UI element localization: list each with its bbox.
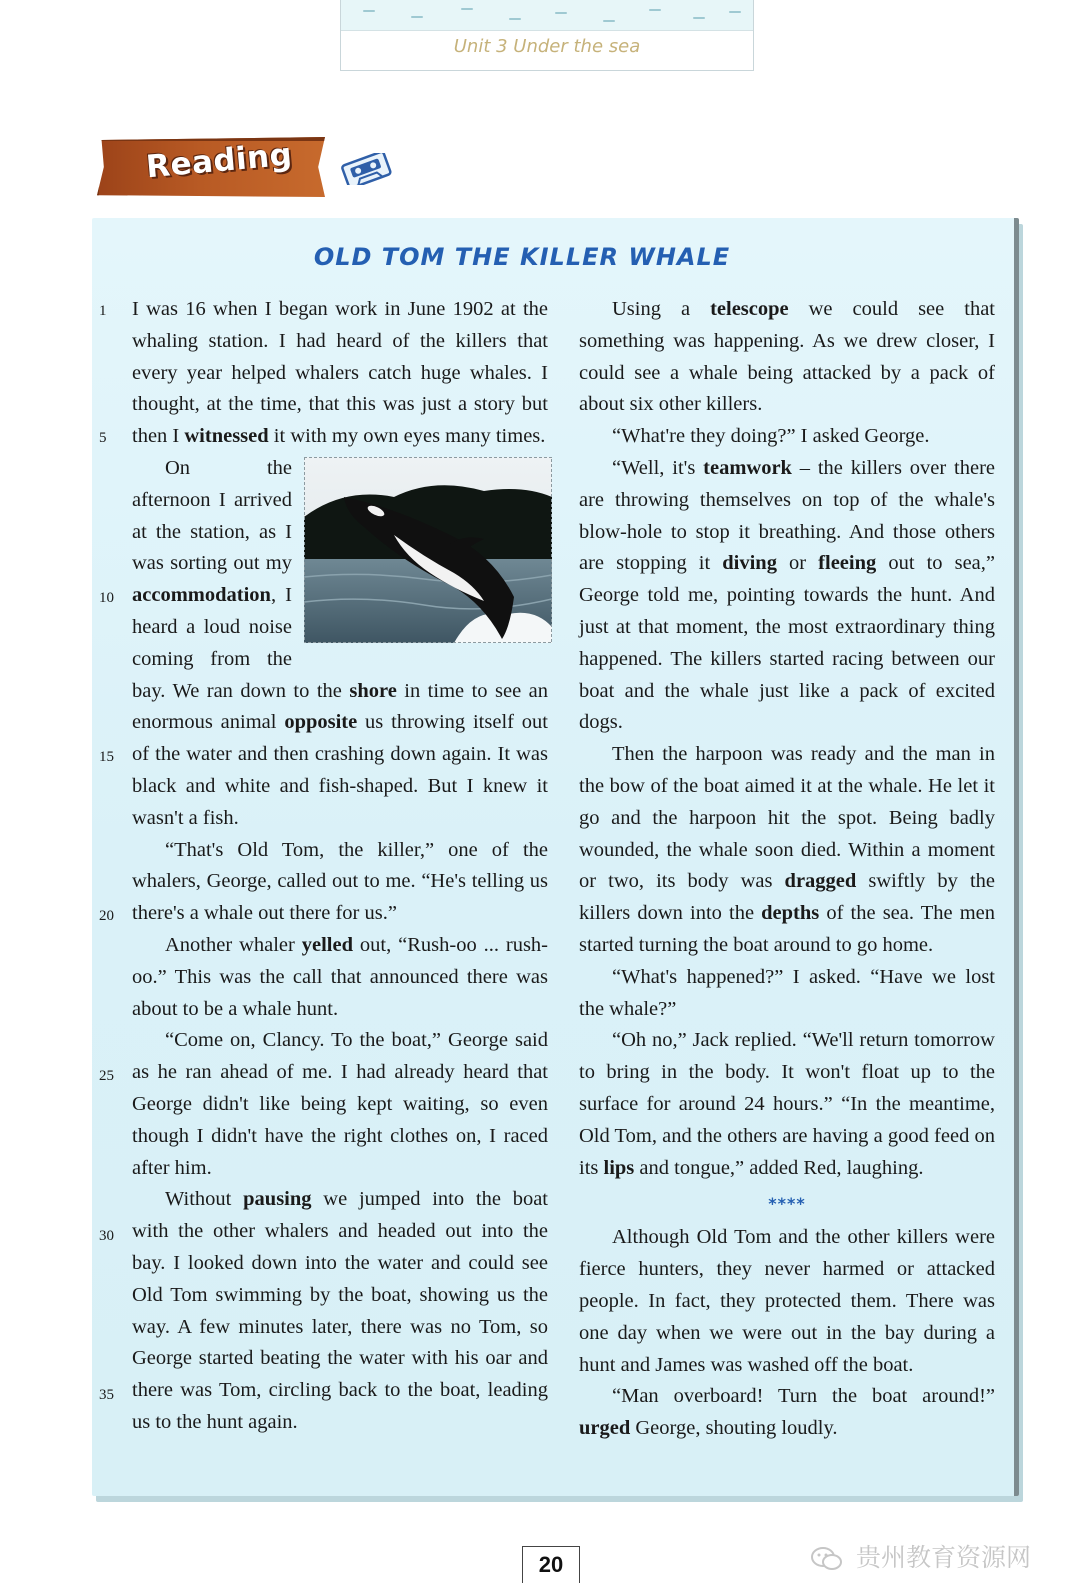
story-paragraph: “What're they doing?” I asked George.	[612, 425, 930, 448]
story-paragraph: Although Old Tom and the other killers were fierce hunters, they never harmed or attacked people. In fact, they protected them. There was one day when we were out in the bay during a hunt and James was washed off the boat.	[579, 1226, 995, 1376]
line-number: 25	[99, 1068, 114, 1084]
story-paragraph: Using a telescope we could see that something was happening. As we drew closer, I could see a whale being attacked by a pack of about six other killers.	[579, 298, 995, 416]
section-divider: ****	[768, 1194, 806, 1214]
unit-title: Unit 3 Under the sea	[453, 36, 641, 57]
section-label: Reading	[144, 136, 294, 186]
story-paragraph: Then the harpoon was ready and the man in the bow of the boat aimed it at the whale. He let it go and the harpoon hit the spot. Being badly wounded, the whale soon died. Within a moment or two, its body was dragged swiftly by the killers down into the depths of the sea. The men started turning the boat around to go home.	[579, 743, 996, 956]
story-paragraph: Without pausing we jumped into the boat with the other whalers and headed out into the bay. I looked down into the water and could see Old Tom swimming by the boat, showing us the way. A few minutes later, there was no Tom, so George started beating the water with his oar and there was Tom, circling back to the boat, leading us to the hunt again.	[132, 1188, 548, 1433]
left-column	[132, 294, 548, 1439]
unit-header-tab	[340, 0, 754, 71]
line-number: 10	[99, 590, 114, 606]
story-title: OLD TOM THE KILLER WHALE	[313, 243, 731, 271]
line-number: 5	[99, 430, 107, 446]
watermark	[810, 1538, 1031, 1578]
story-paragraph: “Come on, Clancy. To the boat,” George said as he ran ahead of me. I had already heard that George didn't like being kept waiting, so even though I didn't have the right clothes on, I raced after him.	[132, 1029, 548, 1179]
story-paragraph: “What's happened?” I asked. “Have we lost the whale?”	[579, 965, 995, 1020]
right-column	[579, 294, 995, 1445]
line-number: 1	[99, 303, 107, 319]
page-number: 20	[522, 1546, 580, 1583]
story-paragraph: “Man overboard! Turn the boat around!” urged George, shouting loudly.	[579, 1385, 995, 1440]
line-number: 35	[99, 1387, 114, 1403]
line-number: 20	[99, 908, 114, 924]
cassette-icon[interactable]	[340, 153, 392, 185]
story-paragraph: “Oh no,” Jack replied. “We'll return tomorrow to bring in the body. It won't float up to the surface for around 24 hours.” “In the meantime, Old Tom, and the others are having a good feed on its lips and tongue,” added Red, laughing.	[579, 1029, 995, 1179]
watermark-text: 贵州教育资源网	[855, 1543, 1031, 1572]
killer-whale-photo	[304, 457, 552, 643]
story-paragraph: “That's Old Tom, the killer,” one of the whalers, George, called out to me. “He's telling us there's a whale out there for us.”	[132, 838, 548, 925]
sea-decoration	[341, 0, 753, 31]
line-number: 15	[99, 749, 114, 765]
wechat-icon	[810, 1546, 844, 1572]
story-paragraph: “Well, it's teamwork – the killers over there are throwing themselves on top of the whale's blow-hole to stop it breathing. And those others are stopping it diving or fleeing out to sea,” George told me, pointing towards the hunt. And just at that moment, the most extraordinary thing happened. The killers started racing between our boat and the whale just like a pack of excited dogs.	[579, 456, 996, 734]
line-number: 30	[99, 1228, 114, 1244]
story-paragraph: Another whaler yelled out, “Rush-oo ... rush-oo.” This was the call that announced there was about to be a whale hunt.	[132, 933, 548, 1020]
story-paragraph: I was 16 when I began work in June 1902 at the whaling station. I had heard of the killers that every year helped whalers catch huge whales. I thought, at the time, that this was just a story but then I witnessed it with my own eyes many times.	[132, 298, 548, 448]
story-paragraph: On the afternoon I arrived at the station, as I was sorting out my accommodation, I heard a loud noise coming from the bay. We ran down to the shore in time to see an enormous animal opposite us throwing itself out of the water and then crashing down again. It was black and white and fish-shaped. But I knew it wasn't a fish.	[132, 456, 548, 829]
